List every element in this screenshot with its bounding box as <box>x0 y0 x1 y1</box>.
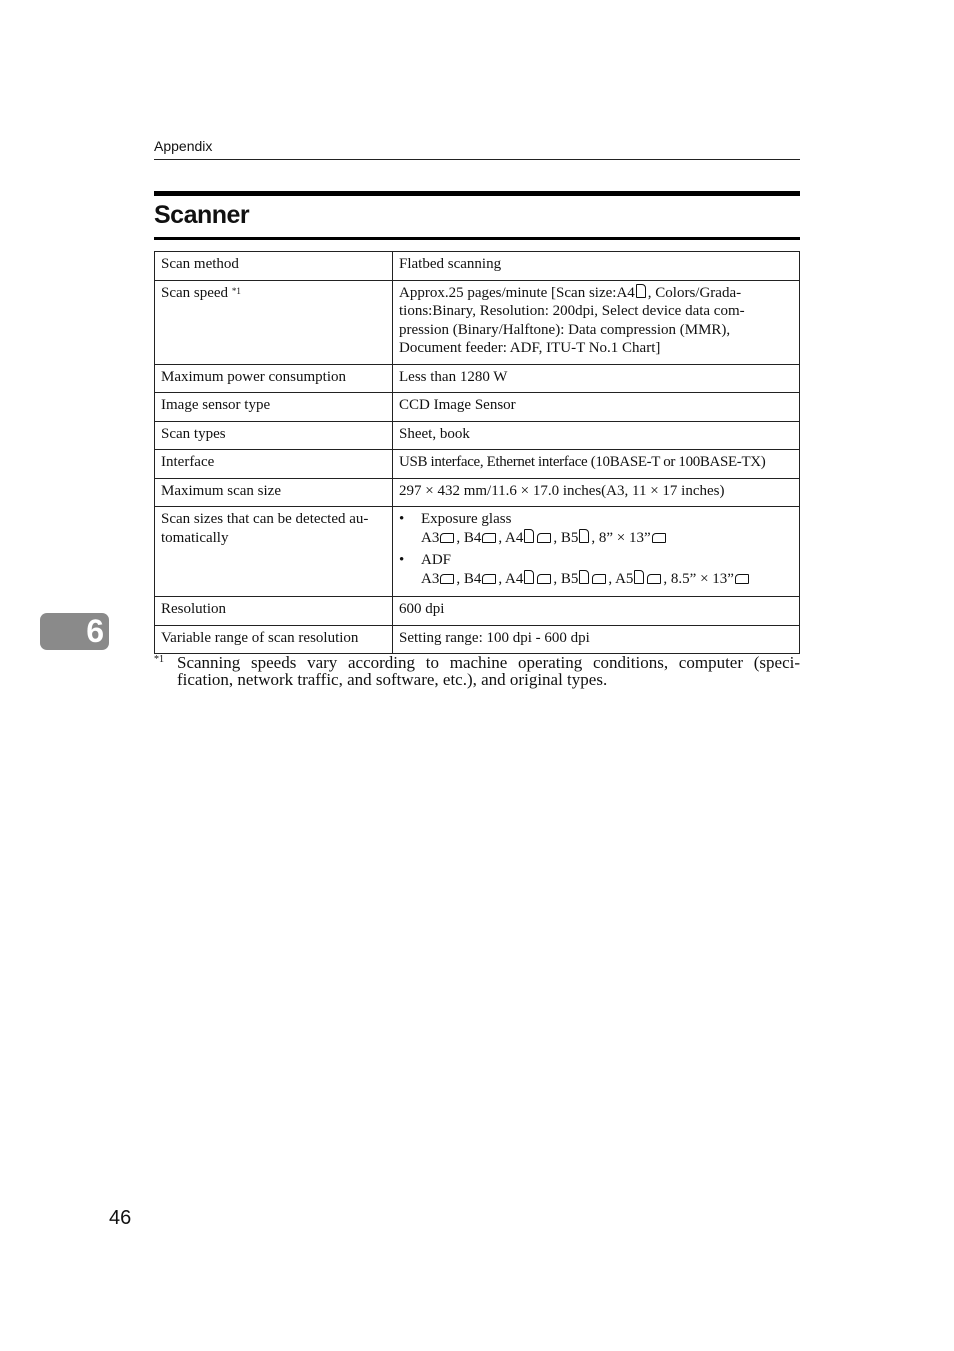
size-label: , A5 <box>608 570 634 587</box>
table-row <box>155 421 800 450</box>
paper-landscape-icon <box>647 574 661 584</box>
table-row <box>155 597 800 626</box>
spec-value-text: Approx.25 pages/minute [Scan size:A4 <box>399 284 635 301</box>
paper-landscape-icon <box>537 574 551 584</box>
spec-value: Sheet, book <box>393 421 800 450</box>
paper-landscape-icon <box>440 533 454 543</box>
size-label: , 8.5” × 13” <box>663 570 734 587</box>
size-label: , B5 <box>553 529 579 546</box>
size-list <box>421 529 668 548</box>
size-label: , B4 <box>456 529 482 546</box>
spec-value <box>393 280 800 364</box>
chapter-tab <box>40 613 109 650</box>
spec-label: Variable range of scan resolution <box>155 625 393 654</box>
spec-label: Scan sizes that can be detected au- tomatically <box>155 507 393 597</box>
paper-landscape-icon <box>537 533 551 543</box>
list-item <box>399 510 794 547</box>
size-label: , A4 <box>498 529 524 546</box>
spec-label <box>155 280 393 364</box>
spec-value <box>393 507 800 597</box>
specification-table <box>154 251 800 654</box>
spec-label: Resolution <box>155 597 393 626</box>
table-row <box>155 478 800 507</box>
spec-value: 297 × 432 mm/11.6 × 17.0 inches(A3, 11 × 17 inches) <box>393 478 800 507</box>
size-label: , A4 <box>498 570 524 587</box>
table-row <box>155 364 800 393</box>
spec-label: Maximum power consumption <box>155 364 393 393</box>
header-section: Appendix <box>154 138 213 154</box>
size-list <box>421 570 751 589</box>
spec-label: Scan method <box>155 252 393 281</box>
size-label: , B4 <box>456 570 482 587</box>
list-item <box>399 551 794 588</box>
table-row <box>155 507 800 597</box>
paper-landscape-icon <box>735 574 749 584</box>
table-row <box>155 450 800 479</box>
table-row <box>155 252 800 281</box>
spec-value: Flatbed scanning <box>393 252 800 281</box>
spec-value-text: , Colors/Grada- tions:Binary, Resolution: 200dpi, Select device data com- pression (Binary/Halftone): Data compression (MMR), Document feeder: ADF, ITU-T No.1 Chart] <box>399 284 745 356</box>
page-title: Scanner <box>154 201 250 229</box>
bullet: • <box>399 511 405 527</box>
spec-label: Scan types <box>155 421 393 450</box>
spec-value: 600 dpi <box>393 597 800 626</box>
size-label: , B5 <box>553 570 579 587</box>
footnote-ref: *1 <box>231 285 241 296</box>
spec-value: CCD Image Sensor <box>393 393 800 422</box>
paper-portrait-icon <box>524 570 534 584</box>
paper-portrait-icon <box>579 570 589 584</box>
paper-portrait-icon <box>636 284 646 298</box>
spec-label: Image sensor type <box>155 393 393 422</box>
paper-portrait-icon <box>524 529 534 543</box>
table-row <box>155 393 800 422</box>
bullet: • <box>399 552 405 568</box>
running-header <box>154 138 800 160</box>
spec-value: USB interface, Ethernet interface (10BASE-T or 100BASE-TX) <box>393 450 800 479</box>
spec-label-text: Scan speed <box>161 284 229 301</box>
size-label: , 8” × 13” <box>591 529 651 546</box>
paper-landscape-icon <box>482 533 496 543</box>
footnote-text: Scanning speeds vary according to machine operating conditions, computer (speci- fication, network traffic, and software, etc.), and original types. <box>177 653 800 689</box>
table-row <box>155 280 800 364</box>
footnote <box>154 654 800 688</box>
spec-value: Setting range: 100 dpi - 600 dpi <box>393 625 800 654</box>
section-title-bar <box>154 191 800 240</box>
group-name: ADF <box>421 552 452 568</box>
footnote-mark: *1 <box>154 654 164 665</box>
paper-landscape-icon <box>440 574 454 584</box>
paper-landscape-icon <box>652 533 666 543</box>
group-name: Exposure glass <box>421 511 512 527</box>
chapter-number: 6 <box>86 613 104 649</box>
paper-portrait-icon <box>634 570 644 584</box>
spec-label: Interface <box>155 450 393 479</box>
page-number: 46 <box>109 1207 132 1229</box>
size-label: A3 <box>421 570 440 587</box>
table-row <box>155 625 800 654</box>
paper-landscape-icon <box>592 574 606 584</box>
spec-value: Less than 1280 W <box>393 364 800 393</box>
paper-portrait-icon <box>579 529 589 543</box>
size-label: A3 <box>421 529 440 546</box>
paper-landscape-icon <box>482 574 496 584</box>
spec-label: Maximum scan size <box>155 478 393 507</box>
